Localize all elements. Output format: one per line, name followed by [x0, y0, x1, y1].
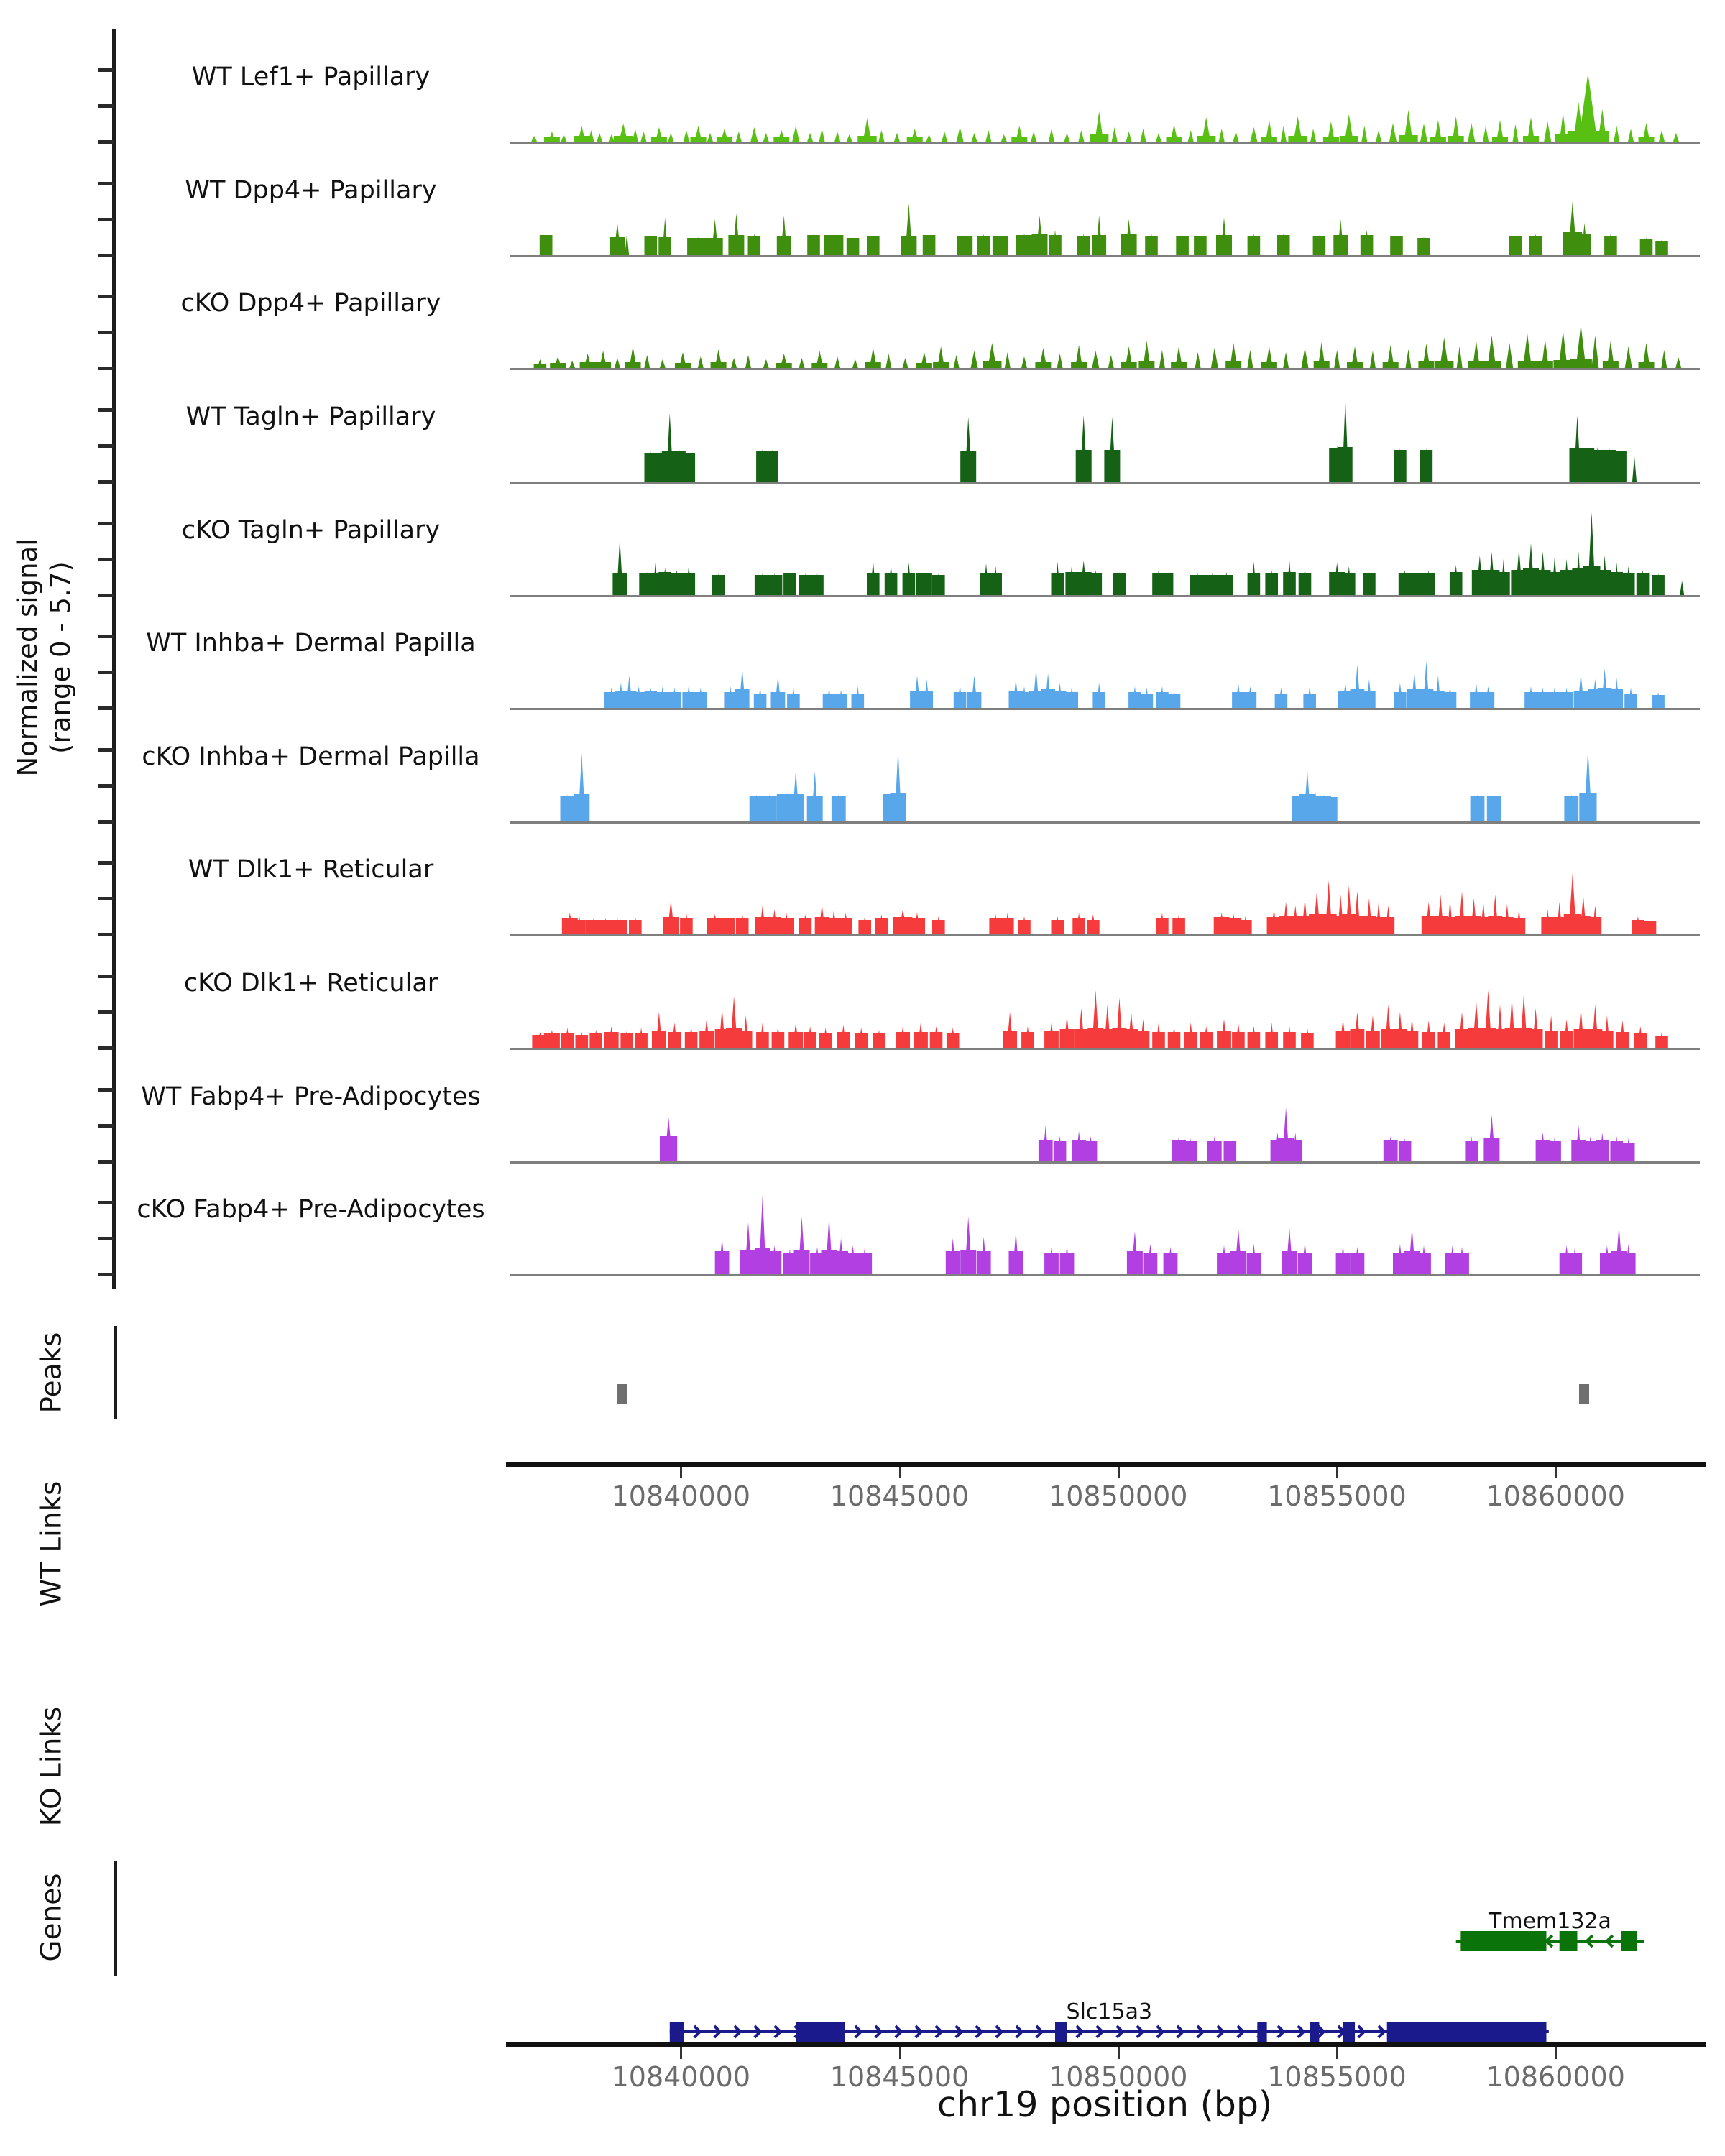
signal-area-wt-dpp4-papillary	[510, 156, 1700, 257]
y-axis-tick	[98, 104, 114, 108]
track-label-cko-inhba-dermal-papilla: cKO Inhba+ Dermal Papilla	[142, 742, 480, 771]
gene-exon	[1387, 2022, 1547, 2042]
y-axis-tick	[98, 1124, 114, 1128]
signal-path-cko-dlk1-reticular	[532, 990, 1668, 1048]
x-axis-title: chr19 position (bp)	[937, 2084, 1273, 2125]
gene-name-label: Slc15a3	[1066, 1999, 1153, 2024]
ruler-tick-label: 10840000	[611, 2061, 751, 2093]
signal-area-cko-dlk1-reticular	[510, 949, 1700, 1050]
track-baseline-wt-lef1-papillary	[510, 142, 1700, 144]
ruler-tick	[680, 1467, 682, 1478]
track-label-wt-tagln-papillary: WT Tagln+ Papillary	[185, 402, 436, 431]
track-baseline-wt-fabp4-pre-adipocytes	[510, 1161, 1700, 1164]
y-axis-tick	[98, 897, 114, 900]
track-label-cko-tagln-papillary: cKO Tagln+ Papillary	[181, 516, 441, 545]
gene-exon	[1560, 1931, 1578, 1951]
signal-area-wt-inhba-dermal-papilla	[510, 609, 1700, 710]
y-axis-tick	[98, 408, 114, 412]
y-axis-tick	[98, 522, 114, 525]
ruler-tick-label: 10860000	[1486, 1480, 1625, 1512]
signal-area-wt-lef1-papillary	[510, 42, 1700, 144]
track-baseline-wt-inhba-dermal-papilla	[510, 708, 1700, 710]
y-axis-tick	[98, 1010, 114, 1014]
ruler-tick	[1118, 2047, 1120, 2059]
y-axis-tick	[98, 1160, 114, 1164]
y-axis-tick	[98, 820, 114, 824]
signal-path-wt-dpp4-papillary	[540, 201, 1668, 255]
signal-path-cko-tagln-papillary	[612, 512, 1684, 595]
y-axis-label-line1: Normalized signal	[12, 538, 43, 777]
signal-path-cko-fabp4-pre-adipocytes	[715, 1195, 1636, 1274]
ruler-tick-label: 10845000	[829, 1480, 970, 1512]
y-axis-tick	[98, 635, 114, 638]
y-axis-tick	[98, 784, 114, 788]
y-axis-tick	[98, 861, 114, 865]
y-axis-tick	[98, 140, 114, 144]
ruler-tick	[680, 2047, 682, 2059]
signal-path-wt-tagln-papillary	[645, 399, 1637, 482]
signal-area-wt-fabp4-pre-adipocytes	[510, 1062, 1700, 1164]
wt-links-section-label: WT Links	[35, 1480, 68, 1607]
gene-exon	[1460, 1931, 1546, 1951]
peak-interval	[617, 1384, 627, 1404]
ruler-tick	[899, 1467, 901, 1478]
signal-path-wt-dlk1-reticular	[562, 873, 1657, 934]
signal-area-cko-tagln-papillary	[510, 496, 1700, 597]
ruler-tick-label: 10855000	[1267, 1480, 1407, 1512]
signal-path-wt-lef1-papillary	[531, 73, 1679, 142]
ko-links-section-label: KO Links	[35, 1706, 68, 1827]
y-axis-tick	[98, 1201, 114, 1204]
signal-area-cko-dpp4-papillary	[510, 269, 1700, 370]
y-axis-tick	[98, 254, 114, 257]
track-label-wt-lef1-papillary: WT Lef1+ Papillary	[191, 63, 431, 91]
y-axis-tick	[98, 748, 114, 752]
y-axis-tick	[98, 444, 114, 448]
track-label-wt-dpp4-papillary: WT Dpp4+ Papillary	[185, 176, 437, 205]
ruler-tick	[1336, 2047, 1338, 2059]
track-baseline-cko-dpp4-papillary	[510, 368, 1700, 370]
track-label-cko-fabp4-pre-adipocytes: cKO Fabp4+ Pre-Adipocytes	[137, 1195, 485, 1224]
ruler-tick-label: 10850000	[1049, 1480, 1188, 1512]
gene-tmem132a	[1456, 1909, 1644, 1951]
y-axis-tick	[98, 1273, 114, 1276]
track-label-cko-dlk1-reticular: cKO Dlk1+ Reticular	[183, 969, 438, 998]
genes-section-label: Genes	[35, 1873, 68, 1962]
y-axis-tick	[98, 367, 114, 370]
track-baseline-wt-tagln-papillary	[510, 482, 1700, 484]
y-axis-tick	[98, 975, 114, 978]
ruler-line	[506, 1462, 1706, 1467]
y-axis-tick	[98, 933, 114, 936]
ruler-tick	[1555, 1467, 1557, 1478]
ruler-tick-label: 10845000	[829, 2061, 970, 2093]
signal-path-wt-fabp4-pre-adipocytes	[660, 1107, 1635, 1161]
y-axis-tick	[98, 558, 114, 561]
signal-area-cko-inhba-dermal-papilla	[510, 722, 1700, 824]
gene-name-label: Tmem132a	[1489, 1909, 1611, 1934]
y-axis-tick	[98, 480, 114, 484]
gene-exon	[796, 2022, 845, 2042]
y-axis-tick	[98, 68, 114, 72]
gene-exon	[1622, 1931, 1637, 1951]
signal-area-wt-dlk1-reticular	[510, 835, 1700, 936]
gene-models	[510, 1908, 1700, 2045]
ruler-tick	[1555, 2047, 1557, 2059]
gene-exon	[1343, 2022, 1356, 2042]
y-axis-tick	[98, 182, 114, 185]
ruler-tick-label: 10850000	[1049, 2061, 1188, 2093]
y-axis-tick	[98, 331, 114, 334]
ruler-line	[506, 2042, 1706, 2047]
peaks-bracket	[114, 1326, 117, 1419]
y-axis-tick	[98, 671, 114, 674]
gene-exon	[670, 2022, 684, 2042]
track-baseline-cko-tagln-papillary	[510, 595, 1700, 597]
y-axis-tick	[98, 1088, 114, 1092]
track-baseline-cko-inhba-dermal-papilla	[510, 821, 1700, 824]
signal-area-cko-fabp4-pre-adipocytes	[510, 1175, 1700, 1276]
genes-bracket	[114, 1861, 117, 1976]
ruler-tick	[1336, 1467, 1338, 1478]
track-baseline-cko-dlk1-reticular	[510, 1048, 1700, 1050]
y-axis-tick	[98, 1237, 114, 1240]
y-axis-tick	[98, 295, 114, 298]
y-axis-tick	[98, 218, 114, 221]
y-axis-tick	[98, 1046, 114, 1050]
ruler-tick	[899, 2047, 901, 2059]
peak-interval	[1579, 1384, 1589, 1404]
track-baseline-wt-dpp4-papillary	[510, 255, 1700, 257]
track-baseline-cko-fabp4-pre-adipocytes	[510, 1274, 1700, 1276]
ruler-tick-label: 10840000	[611, 1480, 751, 1512]
gene-exon	[1055, 2022, 1067, 2042]
signal-path-cko-inhba-dermal-papilla	[561, 750, 1597, 821]
y-axis-tick	[98, 706, 114, 710]
gene-exon	[1310, 2022, 1319, 2042]
signal-area-wt-tagln-papillary	[510, 382, 1700, 484]
track-label-wt-inhba-dermal-papilla: WT Inhba+ Dermal Papilla	[146, 629, 476, 658]
ruler-tick-label: 10855000	[1267, 2061, 1407, 2093]
track-label-cko-dpp4-papillary: cKO Dpp4+ Papillary	[180, 289, 441, 318]
gene-exon	[1257, 2022, 1266, 2042]
signal-path-wt-inhba-dermal-papilla	[604, 661, 1665, 708]
y-axis-label-line2: (range 0 - 5.7)	[45, 561, 76, 754]
signal-path-cko-dpp4-papillary	[534, 325, 1682, 368]
track-baseline-wt-dlk1-reticular	[510, 934, 1700, 936]
gene-slc15a3	[670, 1999, 1549, 2042]
y-axis-label	[12, 538, 78, 776]
peaks-section-label: Peaks	[35, 1332, 68, 1414]
ruler-tick	[1118, 1467, 1120, 1478]
track-label-wt-dlk1-reticular: WT Dlk1+ Reticular	[188, 855, 434, 884]
ruler-tick-label: 10860000	[1486, 2061, 1625, 2093]
y-axis-tick	[98, 594, 114, 597]
track-label-wt-fabp4-pre-adipocytes: WT Fabp4+ Pre-Adipocytes	[141, 1082, 481, 1111]
